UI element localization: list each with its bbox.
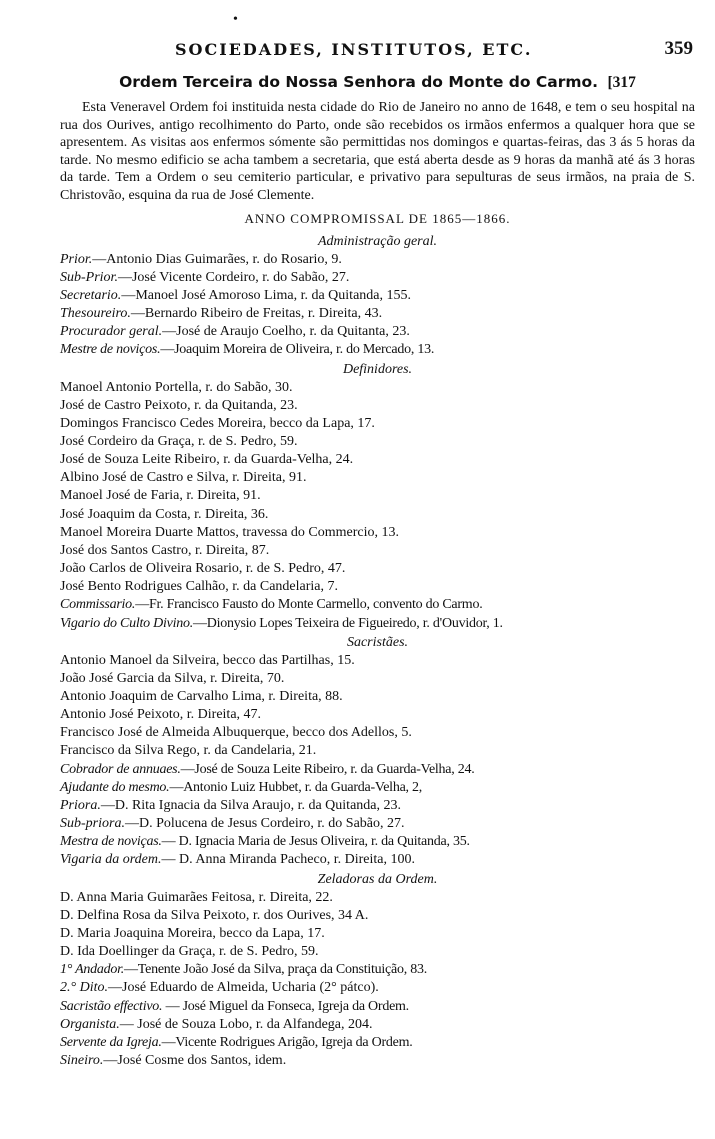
list-item <box>60 469 695 487</box>
entry-text: —Vicente Rodrigues Arigão, Igreja da Ordem. <box>161 1034 413 1050</box>
entry-text: —D. Polucena de Jesus Cordeiro, r. do Sabão, 27. <box>124 816 405 832</box>
list-item <box>60 1034 695 1052</box>
list-item <box>60 761 695 779</box>
entry-text: — José Miguel da Fonseca, Igreja da Ordem. <box>162 998 409 1014</box>
list-item <box>60 851 695 869</box>
list-item <box>60 487 695 505</box>
entry-role: Sub-priora. <box>60 816 125 832</box>
entry-text: João Carlos de Oliveira Rosario, r. de S. Pedro, 47. <box>60 561 346 577</box>
entry-role: Sub-Prior. <box>60 269 118 285</box>
entry-text: —José Cosme dos Santos, idem. <box>103 1052 287 1068</box>
entry-role: Secretario. <box>60 287 122 303</box>
title-text: Ordem Terceira do Nossa Senhora do Monte do Carmo. <box>119 73 599 91</box>
list-item <box>60 979 695 997</box>
list-item <box>60 961 695 979</box>
entry-text: Manoel Antonio Portella, r. do Sabão, 30. <box>60 379 293 395</box>
running-title: SOCIEDADES, INSTITUTOS, ETC. <box>175 40 533 59</box>
entry-text: D. Maria Joaquina Moreira, becco da Lapa, 17. <box>60 925 325 941</box>
entry-text: —Antonio Dias Guimarães, r. do Rosario, 9. <box>92 251 342 267</box>
list-item <box>60 652 695 670</box>
section-heading: Administração geral. <box>318 233 437 249</box>
list-item <box>60 560 695 578</box>
list-item <box>60 1016 695 1034</box>
entry-role: 2.° Dito. <box>60 980 108 996</box>
list-item <box>60 688 695 706</box>
list-item <box>60 578 695 596</box>
entry-text: Antonio Manoel da Silveira, becco das Partilhas, 15. <box>60 652 355 668</box>
list-item <box>60 415 695 433</box>
list-item <box>60 596 695 614</box>
entry-role: Mestra de noviças. <box>60 834 162 850</box>
list-item <box>60 506 695 524</box>
list-item <box>60 670 695 688</box>
entry-text: —D. Rita Ignacia da Silva Araujo, r. da Quitanda, 23. <box>100 797 401 813</box>
section-heading: Definidores. <box>342 361 413 377</box>
section-heading: Zeladoras da Ordem. <box>317 871 438 887</box>
entry-text: D. Delfina Rosa da Silva Peixoto, r. dos Ourives, 34 A. <box>60 907 369 923</box>
entry-text: José dos Santos Castro, r. Direita, 87. <box>60 542 270 558</box>
list-item <box>60 305 695 323</box>
entry-text: —Fr. Francisco Fausto do Monte Carmello, convento do Carmo. <box>135 597 483 613</box>
entry-role: Commissario. <box>60 597 136 613</box>
list-item <box>60 742 695 760</box>
entry-role: Vigaria da ordem. <box>60 852 162 868</box>
entry-text: Manoel José de Faria, r. Direita, 91. <box>60 488 261 504</box>
entry-text: — José de Souza Lobo, r. da Alfandega, 204. <box>119 1016 373 1032</box>
entry-role: Vigario do Culto Divino. <box>60 615 193 631</box>
document-title <box>60 72 695 93</box>
entry-text: João José Garcia da Silva, r. Direita, 70. <box>60 670 285 686</box>
entry-text: —José Vicente Cordeiro, r. do Sabão, 27. <box>117 269 350 285</box>
entry-text: —Bernardo Ribeiro de Freitas, r. Direita, 43. <box>130 306 383 322</box>
entry-text: Albino José de Castro e Silva, r. Direita, 91. <box>60 470 307 486</box>
entry-text: —José de Araujo Coelho, r. da Quitanta, 23. <box>162 324 410 340</box>
entry-text: Francisco José de Almeida Albuquerque, becco dos Adellos, 5. <box>60 725 412 741</box>
entry-text: —Joaquim Moreira de Oliveira, r. do Mercado, 13. <box>160 342 435 358</box>
entry-role: Sineiro. <box>60 1052 104 1068</box>
list-item <box>60 724 695 742</box>
entry-reference-number: [317 <box>607 74 636 91</box>
entry-text: Manoel Moreira Duarte Mattos, travessa do Commercio, 13. <box>60 524 400 540</box>
entry-text: José Cordeiro da Graça, r. de S. Pedro, 59. <box>60 433 298 449</box>
list-item <box>60 907 695 925</box>
list-item <box>60 397 695 415</box>
list-item <box>60 943 695 961</box>
entry-text: Domingos Francisco Cedes Moreira, becco da Lapa, 17. <box>60 415 375 431</box>
entry-text: —Dionysio Lopes Teixeira de Figueiredo, r. d'Ouvidor, 1. <box>192 615 503 631</box>
entry-text: — D. Anna Miranda Pacheco, r. Direita, 100. <box>161 852 415 868</box>
list-item <box>60 451 695 469</box>
entry-text: D. Anna Maria Guimarães Feitosa, r. Direita, 22. <box>60 889 333 905</box>
entry-role: Mestre de noviços. <box>60 342 161 358</box>
entry-text: —Antonio Luiz Hubbet, r. da Guarda-Velha, 2, <box>169 779 423 795</box>
entry-role: Priora. <box>60 797 101 813</box>
entry-text: Antonio Joaquim de Carvalho Lima, r. Direita, 88. <box>60 689 343 704</box>
entry-text: —José de Souza Leite Ribeiro, r. da Guarda-Velha, 24. <box>180 761 475 777</box>
list-item <box>60 433 695 451</box>
entry-role: Prior. <box>60 251 93 267</box>
intro-paragraph: Esta Veneravel Ordem foi instituida nesta cidade do Rio de Janeiro no anno de 1648, e tem o seu hospital na rua dos Ourives, antigo recolhimento do Parto, onde são recebidos os irmãos enfermos a qualquer hora que se apresentem. As visitas aos enfermos sómente são permittidas nos domingos e quartas-feiras, das 3 ás 5 horas da tarde. No mesmo edificio se acha tambem a secretaria, que está aberta desde as 9 horas da manhã até ás 3 horas da tarde. Tem a Ordem o seu cemiterio particular, e privativo para sepulturas de seus irmãos, na praia de S. Christovão, esquina da rua de José Clemente. <box>60 100 695 203</box>
list-item <box>60 779 695 797</box>
entry-text: D. Ida Doellinger da Graça, r. de S. Pedro, 59. <box>60 944 319 960</box>
entry-role: Cobrador de annuaes. <box>60 761 181 777</box>
list-item <box>60 379 695 397</box>
sections-container <box>60 232 695 1071</box>
year-line: ANNO COMPROMISSAL DE 1865—1866. <box>244 210 511 226</box>
entry-text: —Tenente João José da Silva, praça da Constituição, 83. <box>124 962 427 978</box>
list-item <box>60 341 695 359</box>
list-item <box>60 1052 695 1070</box>
entry-text: —José Eduardo de Almeida, Ucharia (2° pátco). <box>108 980 379 996</box>
printer-mark: • <box>233 12 238 27</box>
list-item <box>60 833 695 851</box>
list-item <box>60 797 695 815</box>
list-item <box>60 889 695 907</box>
list-item <box>60 323 695 341</box>
list-item <box>60 269 695 287</box>
entry-role: Thesoureiro. <box>60 306 131 322</box>
entry-text: José Bento Rodrigues Calhão, r. da Candelaria, 7. <box>60 579 338 595</box>
list-item <box>60 706 695 724</box>
page-header <box>60 40 695 64</box>
entry-text: José de Castro Peixoto, r. da Quitanda, 23. <box>60 397 298 413</box>
page-number: 359 <box>664 38 693 59</box>
list-item <box>60 815 695 833</box>
section-heading: Sacristães. <box>346 634 409 650</box>
list-item <box>60 524 695 542</box>
list-item <box>60 287 695 305</box>
entry-role: Servente da Igreja. <box>60 1034 162 1050</box>
entry-role: Ajudante do mesmo. <box>60 779 170 795</box>
entry-text: Antonio José Peixoto, r. Direita, 47. <box>60 707 262 723</box>
entry-role: Organista. <box>60 1016 120 1032</box>
entry-role: 1° Andador. <box>60 962 125 978</box>
entry-text: — D. Ignacia Maria de Jesus Oliveira, r. da Quitanda, 35. <box>161 834 470 850</box>
entry-text: —Manoel José Amoroso Lima, r. da Quitanda, 155. <box>121 287 411 303</box>
list-item <box>60 615 695 633</box>
list-item <box>60 998 695 1016</box>
entry-role: Sacristão effectivo. <box>60 998 163 1014</box>
entry-role: Procurador geral. <box>60 324 163 340</box>
list-item <box>60 925 695 943</box>
entry-text: Francisco da Silva Rego, r. da Candelaria, 21. <box>60 743 317 759</box>
list-item <box>60 251 695 269</box>
entry-text: José de Souza Leite Ribeiro, r. da Guarda-Velha, 24. <box>60 452 354 468</box>
list-item <box>60 542 695 560</box>
entry-text: José Joaquim da Costa, r. Direita, 36. <box>60 506 269 522</box>
